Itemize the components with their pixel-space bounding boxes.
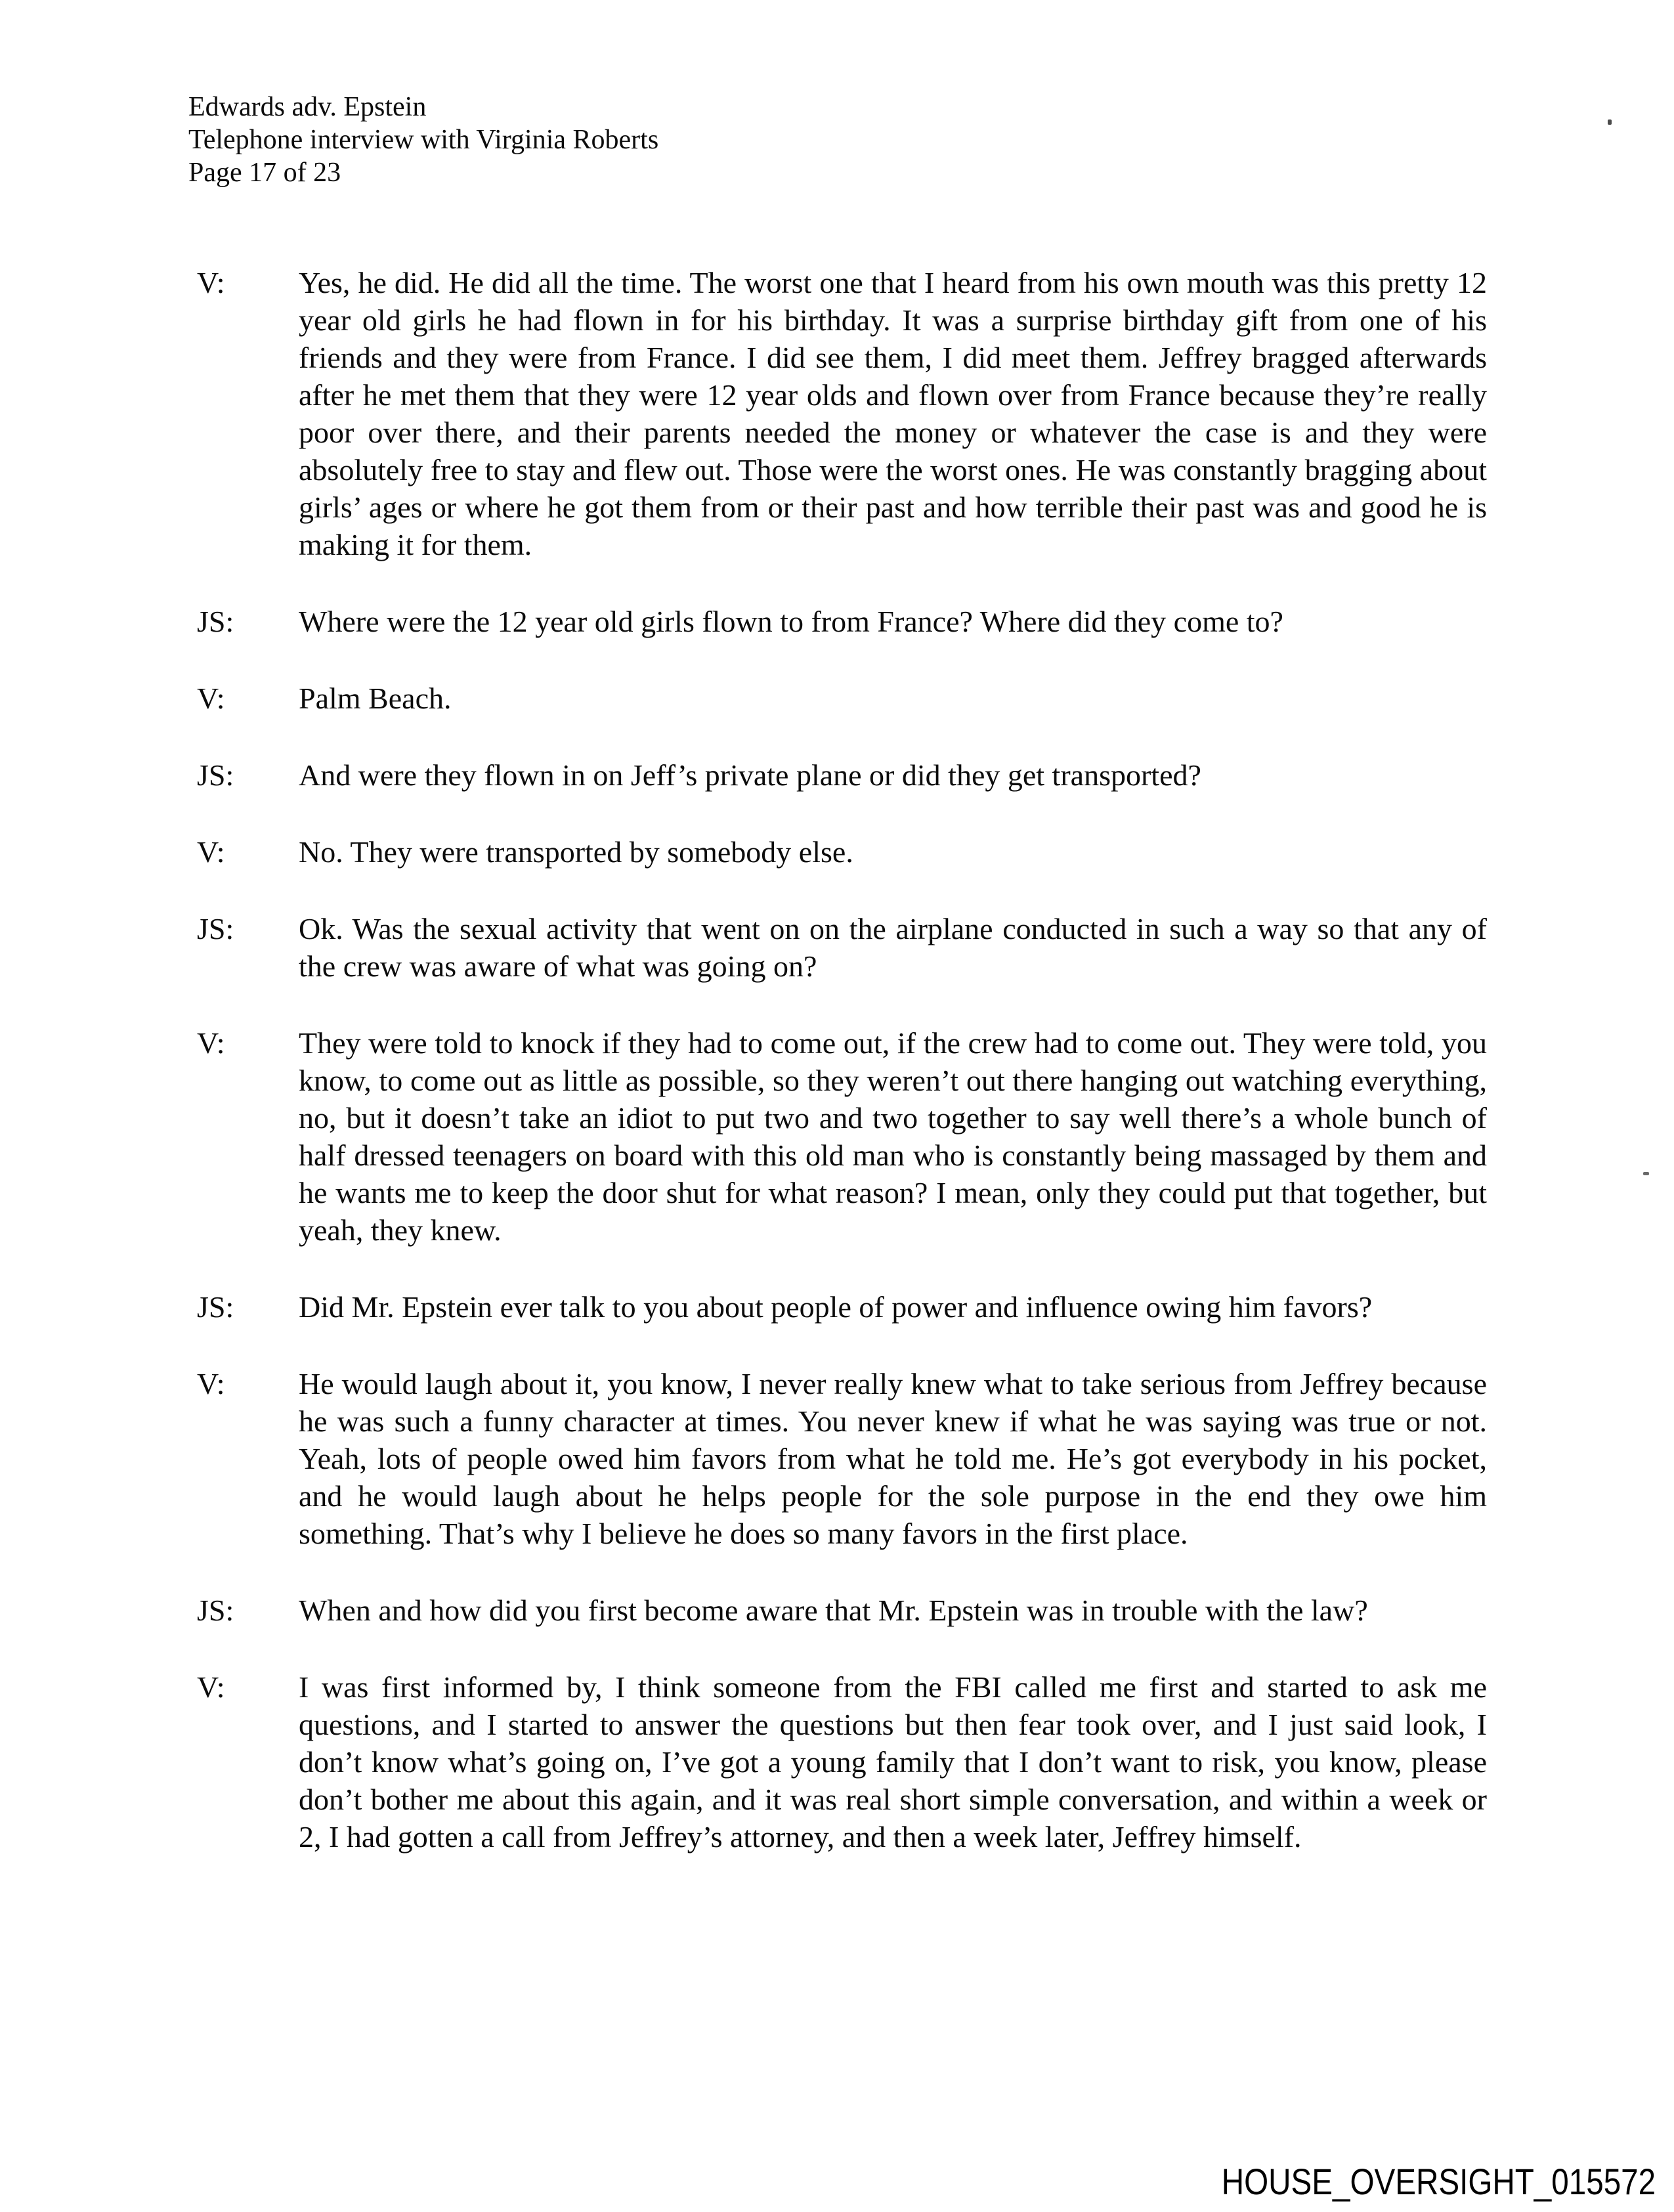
- transcript-turn: [197, 1024, 1487, 1249]
- transcript-turn: [197, 1592, 1487, 1629]
- utterance-text: And were they flown in on Jeff’s private plane or did they get transported?: [299, 758, 1201, 792]
- bates-number: HOUSE_OVERSIGHT_015572: [1221, 2161, 1656, 2202]
- scan-artifact-speck: [1643, 1172, 1649, 1175]
- utterance-text: No. They were transported by somebody else.: [299, 835, 853, 869]
- utterance-text: When and how did you first become aware that Mr. Epstein was in trouble with the law?: [299, 1594, 1368, 1627]
- speaker-label: V:: [197, 682, 225, 715]
- speaker-label: JS:: [197, 912, 234, 945]
- scan-artifact-speck: [1608, 119, 1612, 125]
- utterance-text: Did Mr. Epstein ever talk to you about people of power and influence owing him favors?: [299, 1290, 1373, 1324]
- transcript-turn: [197, 910, 1487, 985]
- transcript-turn: [197, 1288, 1487, 1326]
- speaker-label: JS:: [197, 605, 234, 638]
- utterance-text: Yes, he did. He did all the time. The worst one that I heard from his own mouth was this pretty 12 year old girls he had flown in for his birthday. It was a surprise birthday gift from one of his friends and they were from France. I did see them, I did meet them. Jeffrey bragged afterwards after he met them that they were 12 year olds and flown over from France because they’re really poor over there, and their parents needed the money or whatever the case is and they were absolutely free to stay and flew out. Those were the worst ones. He was constantly bragging about girls’ ages or where he got them from or their past and how terrible their past was and good he is making it for them.: [299, 266, 1487, 561]
- transcript-turn: [197, 833, 1487, 871]
- speaker-label: V:: [197, 1026, 225, 1060]
- transcript-turn: [197, 1365, 1487, 1552]
- utterance-text: Ok. Was the sexual activity that went on on the airplane conducted in such a way so that any of the crew was aware of what was going on?: [299, 912, 1487, 983]
- utterance-text: Palm Beach.: [299, 682, 452, 715]
- transcript-turn: [197, 1668, 1487, 1855]
- utterance-text: They were told to knock if they had to come out, if the crew had to come out. They were told, you know, to come out as little as possible, so they weren’t out there hanging out watching everything, no, but it doesn’t take an idiot to put two and two together to say well there’s a whole bunch of half dressed teenagers on board with this old man who is constantly being massaged by them and he wants me to keep the door shut for what reason? I mean, only they could put that together, but yeah, they knew.: [299, 1026, 1487, 1247]
- document-header: [188, 91, 658, 189]
- speaker-label: V:: [197, 266, 225, 299]
- header-page-number: Page 17 of 23: [188, 158, 341, 188]
- speaker-label: JS:: [197, 758, 234, 792]
- utterance-text: Where were the 12 year old girls flown to from France? Where did they come to?: [299, 605, 1283, 638]
- speaker-label: V:: [197, 1367, 225, 1400]
- transcript-turn: [197, 680, 1487, 717]
- header-subtitle: Telephone interview with Virginia Roberts: [188, 125, 659, 155]
- transcript-turn: [197, 264, 1487, 563]
- utterance-text: I was first informed by, I think someone from the FBI called me first and started to ask me questions, and I started to answer the questions but then fear took over, and I just said look, I don’t know what’s going on, I’ve got a young family that I don’t want to risk, you know, please don’t bother me about this again, and it was real short simple conversation, and within a week or 2, I had gotten a call from Jeffrey’s attorney, and then a week later, Jeffrey himself.: [299, 1670, 1487, 1854]
- transcript-turn: [197, 756, 1487, 794]
- speaker-label: V:: [197, 1670, 225, 1704]
- utterance-text: He would laugh about it, you know, I never really knew what to take serious from Jeffrey because he was such a funny character at times. You never knew if what he was saying was true or not. Yeah, lots of people owed him favors from what he told me. He’s got everybody in his pocket, and he would laugh about he helps people for the sole purpose in the end they owe him something. That’s why I believe he does so many favors in the first place.: [299, 1367, 1487, 1550]
- header-case-name: Edwards adv. Epstein: [188, 92, 427, 122]
- speaker-label: V:: [197, 835, 225, 869]
- speaker-label: JS:: [197, 1594, 234, 1627]
- transcript-turn: [197, 603, 1487, 640]
- transcript-body: [197, 264, 1487, 1895]
- speaker-label: JS:: [197, 1290, 234, 1324]
